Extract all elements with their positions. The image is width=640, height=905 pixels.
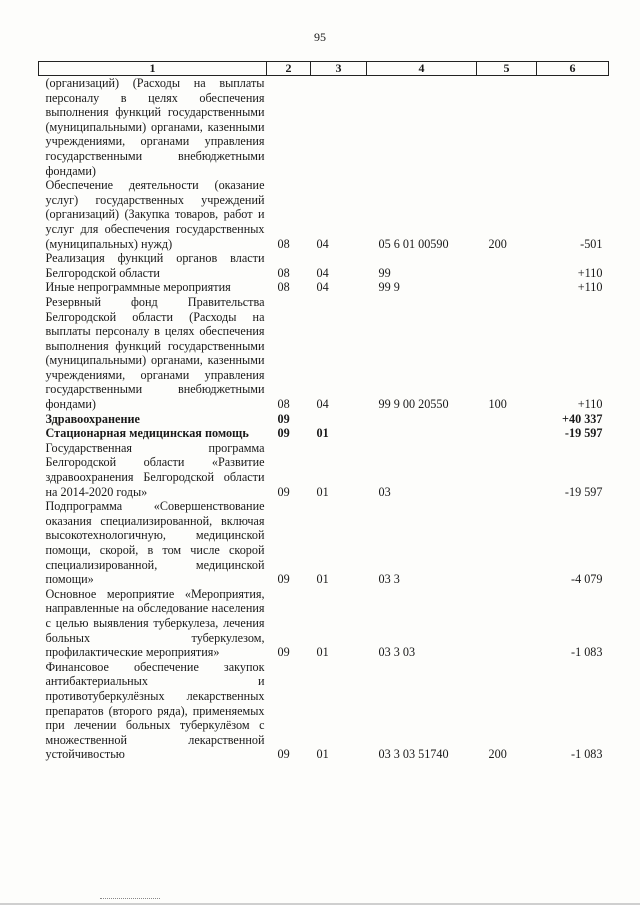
header-col-4: 4 (367, 62, 477, 76)
header-col-6: 6 (537, 62, 609, 76)
row-target-article: 99 9 (378, 280, 400, 295)
table-row (39, 660, 609, 762)
row-amount: -19 597 (564, 426, 603, 441)
row-amount: -4 079 (571, 572, 603, 587)
header-col-2: 2 (267, 62, 311, 76)
table-row (39, 295, 609, 412)
row-subsection: 04 (316, 236, 329, 251)
header-row (39, 62, 609, 76)
row-section: 09 (277, 484, 290, 499)
row-name: Стационарная медицинская помощь (45, 426, 249, 441)
row-subsection: 01 (316, 747, 329, 762)
row-expense-type: 200 (488, 236, 507, 251)
row-subsection: 04 (316, 397, 329, 412)
row-name: Финансовое обеспечение закупок антибактериальных и противотуберкулёзных лекарственных препаратов (второго ряда), применяемых при лечении больных туберкулёзом с множественной лекарственной устойчивостью (45, 659, 265, 762)
row-name: Государственная программа Белгородской области «Развитие здравоохранения Белгородской области на 2014-2020 годы» (45, 440, 265, 499)
row-target-article: 05 6 01 00590 (378, 236, 449, 251)
row-target-article (367, 412, 477, 427)
row-subsection (311, 412, 367, 427)
table-row (39, 499, 609, 587)
row-section: 09 (277, 411, 290, 426)
row-amount: -19 597 (564, 484, 603, 499)
row-amount (537, 76, 609, 179)
row-target-article (367, 76, 477, 179)
row-expense-type (477, 426, 537, 441)
row-expense-type (477, 251, 537, 280)
header-col-5: 5 (477, 62, 537, 76)
table-row (39, 76, 609, 179)
row-expense-type (477, 499, 537, 587)
row-section: 09 (277, 747, 290, 762)
row-target-article: 03 (378, 484, 391, 499)
row-section: 09 (277, 572, 290, 587)
row-target-article: 99 (378, 265, 391, 280)
table-row (39, 251, 609, 280)
row-expense-type (477, 412, 537, 427)
row-name: Подпрограмма «Совершенствование оказания специализированной, включая высокотехнологичную, медицинской помощи, скорой, в том числе скорой специализированной, медицинской помощи» (45, 499, 265, 587)
row-subsection: 01 (316, 645, 329, 660)
row-target-article: 03 3 03 (378, 645, 416, 660)
row-section (267, 76, 311, 179)
row-target-article: 99 9 00 20550 (378, 397, 449, 412)
table-row (39, 412, 609, 427)
row-subsection: 01 (316, 484, 329, 499)
row-subsection: 04 (316, 280, 329, 295)
row-name: (организаций) (Расходы на выплаты персоналу в целях обеспечения выполнения функций государственными (муниципальными) органами, казенными учреждениями, органами управления государственными внебюджетными фондами) (45, 76, 265, 178)
row-section: 08 (277, 280, 290, 295)
row-subsection: 04 (316, 265, 329, 280)
row-target-article (367, 426, 477, 441)
row-section: 08 (277, 397, 290, 412)
header-col-3: 3 (311, 62, 367, 76)
row-expense-type (477, 587, 537, 660)
row-section: 09 (277, 645, 290, 660)
table-row (39, 178, 609, 251)
row-name: Обеспечение деятельности (оказание услуг) государственных учреждений (организаций) (Закупка товаров, работ и услуг для обеспечения государственных (муниципальных) нужд) (45, 178, 265, 251)
row-expense-type (477, 76, 537, 179)
table-row (39, 280, 609, 295)
row-amount: +110 (577, 265, 603, 280)
row-expense-type: 200 (488, 747, 507, 762)
row-name: Основное мероприятие «Мероприятия, направленные на обследование населения с целью выявления туберкулеза, лечения больных туберкулезом, профилактические мероприятия» (45, 586, 265, 660)
row-name: Резервный фонд Правительства Белгородской области (Расходы на выплаты персоналу в целях обеспечения выполнения функций государственными (муниципальными) органами, казенными учреждениями, органами управления государственными внебюджетными фондами) (45, 294, 265, 412)
row-section: 09 (277, 426, 290, 441)
row-amount: +110 (577, 280, 603, 295)
row-target-article: 03 3 (378, 572, 400, 587)
page-number: 95 (314, 30, 326, 44)
row-name: Здравоохранение (45, 411, 140, 426)
row-expense-type (477, 441, 537, 499)
row-amount: -501 (580, 236, 603, 251)
row-name: Реализация функций органов власти Белгородской области (45, 251, 265, 280)
row-expense-type: 100 (488, 397, 507, 412)
row-expense-type (477, 280, 537, 295)
row-subsection: 01 (316, 426, 329, 441)
budget-table (38, 61, 609, 762)
row-section: 08 (277, 265, 290, 280)
row-name: Иные непрограммные мероприятия (45, 280, 231, 295)
table-row (39, 426, 609, 441)
header-col-1: 1 (39, 62, 267, 76)
row-subsection (311, 76, 367, 179)
row-amount: -1 083 (571, 645, 603, 660)
row-subsection: 01 (316, 572, 329, 587)
row-amount: +40 337 (562, 411, 603, 426)
table-row (39, 441, 609, 499)
row-amount: +110 (577, 397, 603, 412)
row-section: 08 (277, 236, 290, 251)
row-target-article: 03 3 03 51740 (378, 747, 449, 762)
scan-artifact (100, 898, 160, 900)
table-row (39, 587, 609, 660)
row-amount: -1 083 (571, 747, 603, 762)
